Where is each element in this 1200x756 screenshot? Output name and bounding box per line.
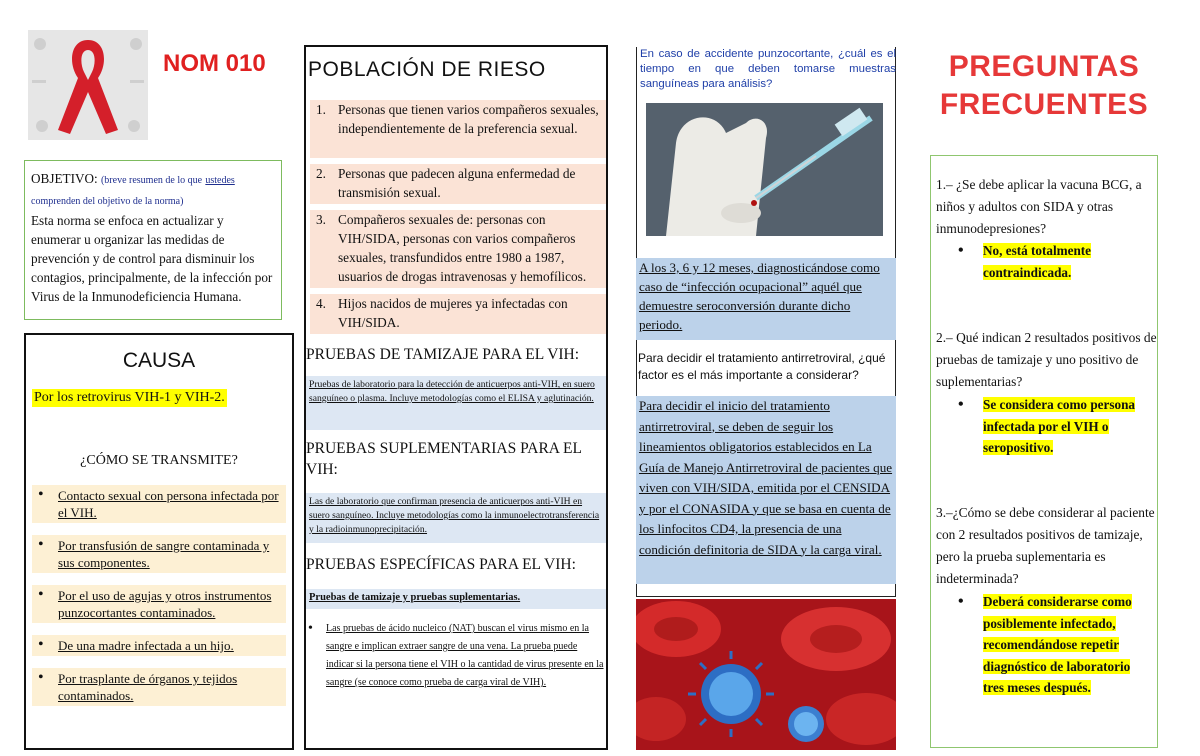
faq-answer-text: Deberá considerarse como posiblemente infectado, recomendándose repetir diagnóstico de laboratorio tres meses después. <box>983 594 1132 695</box>
objetivo-text: Esta norma se enfoca en actualizar y enumerar u organizar las medidas de prevención y de control para disminuir los contagios, principalmente, de la infección por Virus de la Inmunodeficiencia Humana. <box>31 213 273 304</box>
list-text: Compañeros sexuales de: personas con VIH/SIDA, personas con varios compañeros sexuales, transfundidos entre 1980 a 1987, usuarios de drogas intravenosas y hemofílicos. <box>338 212 587 284</box>
list-item: • Contacto sexual con persona infectada por el VIH. <box>32 485 286 523</box>
poblacion-title: POBLACIÓN DE RIESO <box>308 58 546 81</box>
list-number: 4. <box>316 296 326 311</box>
objetivo-note-b: comprenden del objetivo de la norma) <box>31 196 184 207</box>
list-item: • De una madre infectada a un hijo. <box>32 635 286 656</box>
tamizaje-text: Pruebas de laboratorio para la detección de anticuerpos anti-VIH, en suero sanguíneo o plasma. Incluye metodologías como el ELISA y aglutinación. <box>306 376 606 430</box>
needle-glove-photo <box>646 103 883 236</box>
accidente-question: En caso de accidente punzocortante, ¿cuál es el tiempo en que deben tomarse muestras sanguíneas para análisis? <box>640 48 896 90</box>
faq-question: 3.–¿Cómo se debe considerar al paciente con 2 resultados positivos de tamizaje, pero la prueba suplementaria es indeterminada? <box>936 505 1155 586</box>
tratamiento-question: Para decidir el tratamiento antirretroviral, ¿qué factor es el más importante a considerar? <box>638 351 886 382</box>
bullet-dot: • <box>958 396 964 413</box>
list-number: 1. <box>316 102 326 117</box>
list-item: • Por trasplante de órganos y tejidos contaminados. <box>32 668 286 706</box>
title-line-2: FRECUENTES <box>939 88 1149 121</box>
objetivo-note-a: (breve resumen de lo que <box>100 175 203 186</box>
list-item <box>310 210 606 288</box>
list-text: Hijos nacidos de mujeres ya infectadas con VIH/SIDA. <box>338 296 568 330</box>
list-item <box>310 164 606 204</box>
faq-answer <box>958 591 1154 699</box>
faq-question: 2.– Qué indican 2 resultados positivos de pruebas de tamizaje y uno positivo de suplementarias? <box>936 330 1157 389</box>
causa-text: Por los retrovirus VIH-1 y VIH-2. <box>34 390 225 405</box>
causa-box <box>24 333 294 750</box>
suplementarias-text: Las de laboratorio que confirman presencia de anticuerpos anti-VIH en suero sanguíneo. Incluye metodologías como la inmunoelectrotransferencia y la radioinmunoprecipitación. <box>306 493 606 543</box>
bullet-dot: • <box>958 242 964 259</box>
list-item: • Por transfusión de sangre contaminada y sus componentes. <box>32 535 286 573</box>
tamizaje-title: PRUEBAS DE TAMIZAJE PARA EL VIH: <box>306 346 580 363</box>
tratamiento-answer: Para decidir el inicio del tratamiento antirretroviral, se deben de seguir los lineamientos obligatorios establecidos en La Guía de Manejo Antirretroviral de pacientes que viven con VIH/SIDA, emitida por el CENSIDA y por el CONASIDA y que se basa en cuenta de los linfocitos CD4, la presencia de una condición definitoria de SIDA y la carga viral. <box>636 396 896 584</box>
blood-cells-virus-image <box>636 599 896 750</box>
faq-answer-text: No, está totalmente contraindicada. <box>983 243 1092 280</box>
especificas-bullet <box>306 620 604 692</box>
list-text: Personas que tienen varios compañeros sexuales, independientemente de la preferencia sexual. <box>338 102 599 136</box>
bullet-dot: • <box>958 593 964 610</box>
faq-answer <box>958 394 1154 459</box>
preguntas-frecuentes-title <box>930 48 1158 124</box>
accidente-answer: A los 3, 6 y 12 meses, diagnosticándose como caso de “infección ocupacional” aquél que demuestre seroconversión durante dicho periodo. <box>636 258 896 340</box>
list-number: 2. <box>316 166 326 181</box>
suplementarias-title: PRUEBAS SUPLEMENTARIAS PARA EL VIH: <box>306 440 582 478</box>
faq-answer <box>958 240 1154 283</box>
aids-ribbon-logo <box>28 30 148 140</box>
objetivo-note-u: ustedes <box>205 175 235 186</box>
especificas-title: PRUEBAS ESPECÍFICAS PARA EL VIH: <box>306 556 576 573</box>
objetivo-label: OBJETIVO: <box>31 171 98 186</box>
causa-title: CAUSA <box>122 349 196 372</box>
objetivo-box <box>24 160 282 320</box>
list-item <box>310 294 606 334</box>
list-text: Personas que padecen alguna enfermedad de transmisión sexual. <box>338 166 576 200</box>
list-number: 3. <box>316 212 326 227</box>
list-item <box>310 100 606 158</box>
especificas-sub: Pruebas de tamizaje y pruebas suplementarias. <box>306 589 606 609</box>
list-item: • Por el uso de agujas y otros instrumentos punzocortantes contaminados. <box>32 585 286 623</box>
faq-question: 1.– ¿Se debe aplicar la vacuna BCG, a niños y adultos con SIDA y otras inmunodepresiones? <box>936 177 1142 236</box>
especificas-bullet-text: Las pruebas de ácido nucleico (NAT) buscan el virus mismo en la sangre e implican extraer sangre de una vena. La prueba puede indicar si la persona tiene el VIH o la cantidad de virus presente en la sangre (se conoce como prueba de carga viral de VIH). <box>326 623 604 688</box>
title-line-1: PREGUNTAS <box>948 50 1140 83</box>
nom-title: NOM 010 <box>163 50 266 77</box>
faq-answer-text: Se considera como persona infectada por el VIH o seropositivo. <box>983 397 1136 455</box>
como-se-transmite-title: ¿CÓMO SE TRANSMITE? <box>80 453 238 468</box>
transmision-list <box>32 485 286 706</box>
bullet-dot: • <box>308 621 313 636</box>
